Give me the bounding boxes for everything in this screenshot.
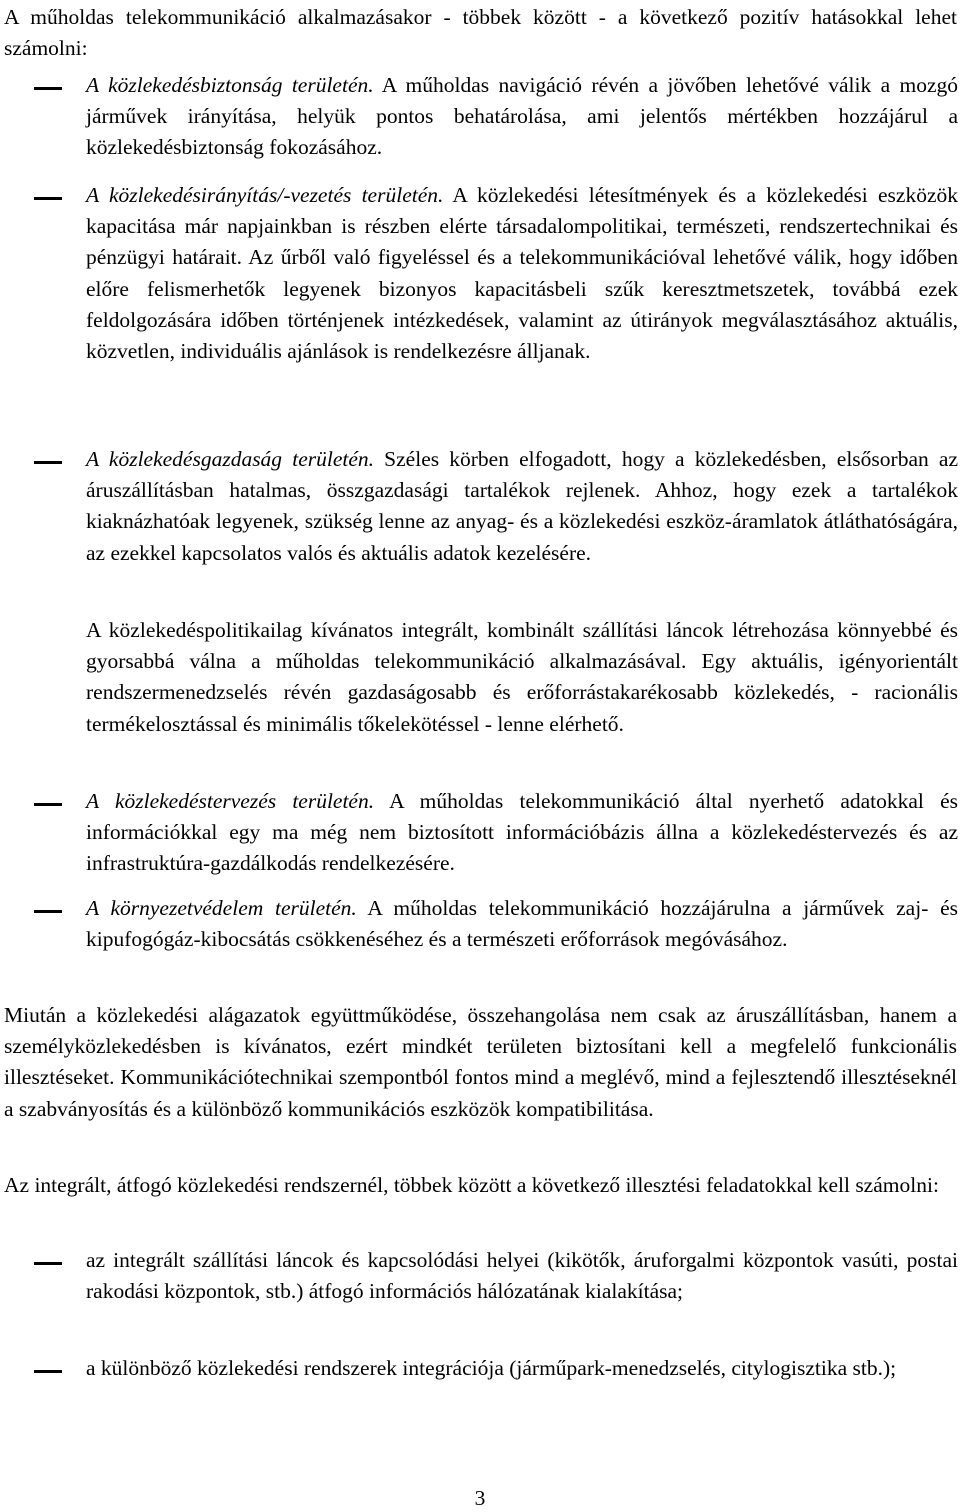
list-item-heading: A közlekedésbiztonság területén. bbox=[86, 73, 374, 97]
page-number: 3 bbox=[474, 1486, 486, 1510]
intro-paragraph: A műholdas telekommunikáció alkalmazásakor - többek között - a következő pozitív hatásokkal lehet számolni: bbox=[4, 5, 957, 61]
dash-bullet-icon bbox=[34, 461, 62, 464]
list-item-body: a különböző közlekedési rendszerek integrációja (járműpark-menedzselés, citylogisztika stb.); bbox=[86, 1356, 897, 1380]
list-item-heading: A közlekedésirányítás/-vezetés területén. bbox=[86, 183, 444, 207]
dash-bullet-icon bbox=[34, 910, 62, 913]
list-item-heading: A közlekedéstervezés területén. bbox=[86, 789, 375, 813]
dash-bullet-icon bbox=[34, 1262, 62, 1265]
dash-bullet-icon bbox=[34, 197, 62, 200]
list-item-body: Széles körben elfogadott, hogy a közlekedésben, elsősorban az áruszállításban hatalmas, összgazdasági tartalékok rejlenek. Ahhoz, hogy ezek a tartalékok kiaknázhatóak legyenek, szükség lenne az anyag- és a közlekedési eszköz-áramlatok átláthatóságára, az ezekkel kapcsolatos valós és aktuális adatok kezelésére. bbox=[86, 447, 958, 565]
list-item-heading: A környezetvédelem területén. bbox=[86, 896, 357, 920]
list-item-body: A műholdas telekommunikáció által nyerhető adatokkal és információkkal egy ma még nem biztosított információbázis állna a közlekedéstervezés és az infrastruktúra-gazdálkodás rendelkezésére. bbox=[86, 789, 958, 876]
paragraph-integration-tasks: Az integrált, átfogó közlekedési rendszernél, többek között a következő illesztési feladatokkal kell számolni: bbox=[4, 1173, 939, 1197]
dash-bullet-icon bbox=[34, 1370, 62, 1373]
paragraph-cooperation: Miután a közlekedési alágazatok együttműködése, összehangolása nem csak az áruszállításban, hanem a személyközlekedésben is kívánatos, ezért mindkét területen biztosítani kell a megfelelő funkcionális illesztéseket. Kommunikációtechnikai szempontból fontos mind a meglévő, mind a fejlesztendő illesztéseknél a szabványosítás és a különböző kommunikációs eszközök kompatibilitása. bbox=[4, 1003, 957, 1121]
list-item-body: az integrált szállítási láncok és kapcsolódási helyei (kikötők, áruforgalmi központok vasúti, postai rakodási központok, stb.) átfogó információs hálózatának kialakítása; bbox=[86, 1248, 958, 1304]
list-item-body: A műholdas navigáció révén a jövőben lehetővé válik a mozgó járművek irányítása, helyük pontos behatárolása, ami jelentős mértékben hozzájárul a közlekedésbiztonság fokozásához. bbox=[86, 73, 959, 160]
list-item-body: A műholdas telekommunikáció hozzájárulna a járművek zaj- és kipufogógáz-kibocsátás csökkenéséhez és a természeti erőforrások megóvásához. bbox=[86, 896, 958, 952]
list-item-body: A közlekedési létesítmények és a közlekedési eszközök kapacitása már napjainkban is részben elérte társadalompolitikai, természeti, rendszertechnikai és pénzügyi határait. Az űrből való figyeléssel és a telekommunikációval lehetővé válik, hogy időben előre felismerhetők legyenek bizonyos kapacitásbeli szűk keresztmetszetek, továbbá ezek feldolgozására időben történjenek intézkedések, valamint az útirányok megválasztásához aktuális, közvetlen, individuális ajánlások is rendelkezésre álljanak. bbox=[86, 183, 958, 364]
list-item-extra-paragraph: A közlekedéspolitikailag kívánatos integrált, kombinált szállítási láncok létrehozása könnyebbé és gyorsabbá válna a műholdas telekommunikáció alkalmazásával. Egy aktuális, igényorientált rendszermenedzselés révén gazdaságosabb és erőforrástakarékosabb közlekedés, - racionális termékelosztással és minimális tőkelekötéssel - lenne elérhető. bbox=[86, 618, 958, 736]
dash-bullet-icon bbox=[34, 87, 62, 90]
dash-bullet-icon bbox=[34, 803, 62, 806]
list-item-heading: A közlekedésgazdaság területén. bbox=[86, 447, 375, 471]
